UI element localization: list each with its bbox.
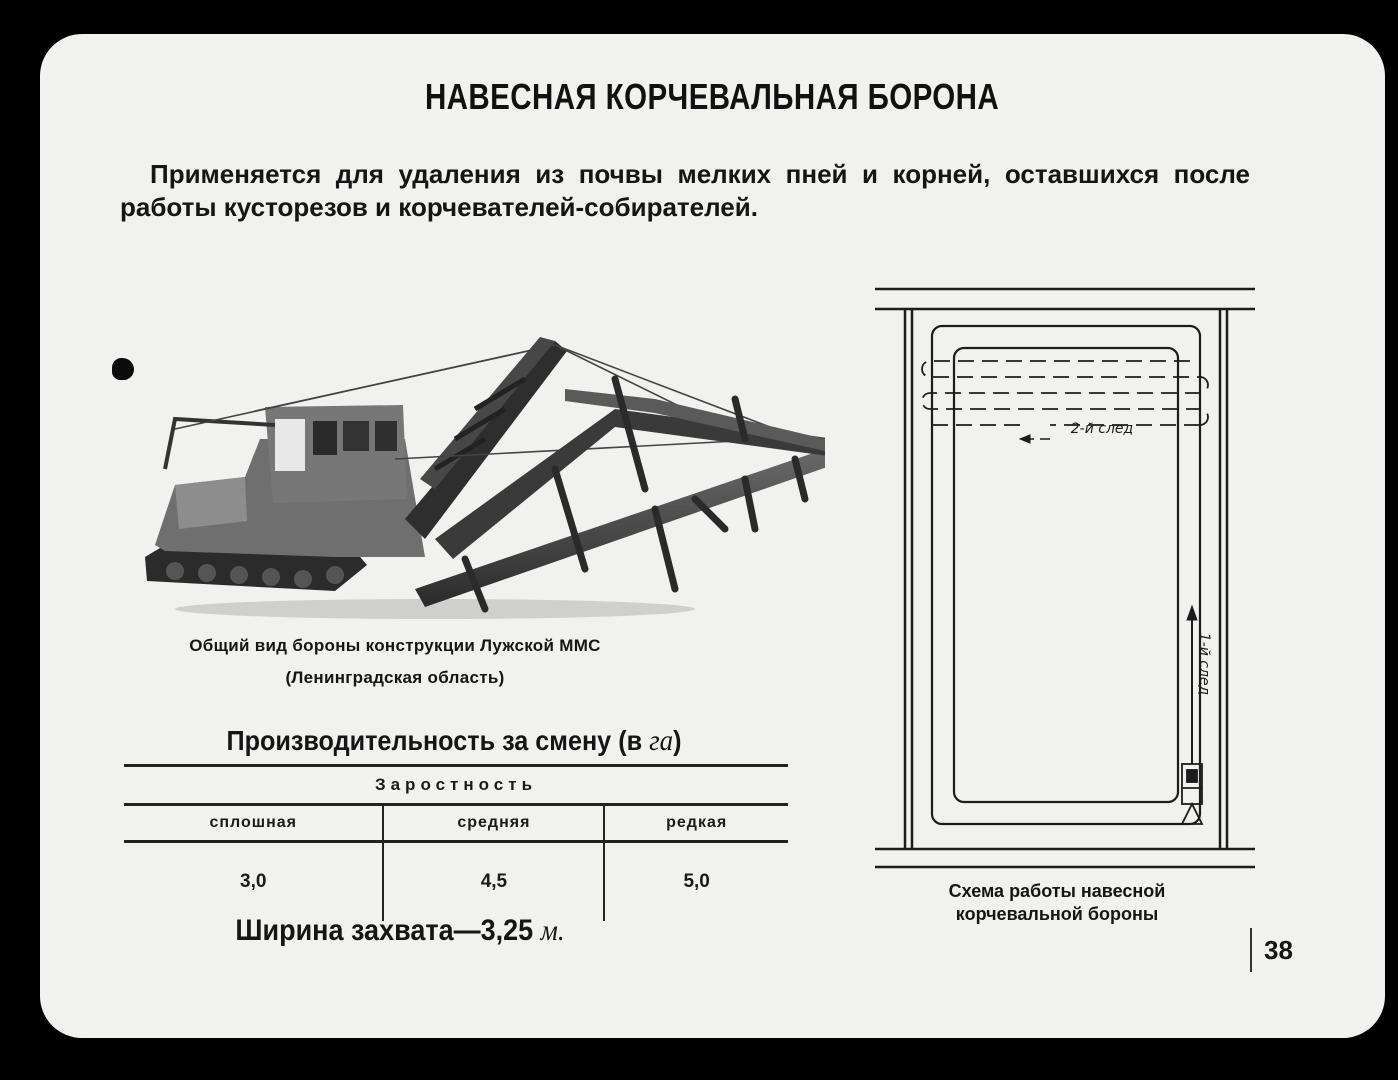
intro-line-2: работы кусторезов и корчевателей-собирателей. (120, 192, 758, 222)
performance-title (157, 724, 751, 758)
column-header-medium: средняя (383, 805, 604, 842)
performance-title-close: ) (673, 725, 682, 756)
table-row (124, 842, 788, 922)
harrow-illustration (135, 289, 825, 619)
scheme-caption-line-2: корчевальной бороны (955, 904, 1159, 924)
column-header-sparse: редкая (604, 805, 788, 842)
table-column-header-row (124, 805, 788, 842)
capture-width (184, 914, 616, 948)
capture-width-unit: м. (540, 914, 565, 947)
value-sparse: 5,0 (604, 842, 788, 922)
group-header-overgrowth: Заростность (124, 766, 788, 805)
scheme-caption (922, 880, 1192, 926)
operation-scheme (870, 284, 1260, 884)
machine-caption-line-2: (Ленинградская область) (285, 668, 505, 687)
performance-table (124, 764, 788, 921)
performance-title-text: Производительность за смену (в (226, 725, 643, 756)
track-2-label: 2-й след (1070, 421, 1134, 437)
intro-text (120, 158, 1250, 224)
capture-width-label: Ширина захвата—3,25 (235, 914, 534, 947)
intro-line-1: Применяется для удаления из почвы мелких пней и корней, оставшихся после (150, 159, 1250, 189)
value-medium: 4,5 (383, 842, 604, 922)
filmstrip-slide (40, 34, 1385, 1038)
page-number: 38 (1250, 928, 1310, 972)
machine-caption (135, 630, 655, 694)
column-header-dense: сплошная (124, 805, 383, 842)
scheme-caption-line-1: Схема работы навесной (948, 881, 1166, 901)
film-blot (112, 358, 134, 380)
performance-unit: га (649, 724, 674, 757)
value-dense: 3,0 (240, 871, 267, 892)
machine-caption-line-1: Общий вид бороны конструкции Лужской ММС (189, 636, 601, 655)
track-1-label: 1-й след (1196, 632, 1212, 696)
slide-title: НАВЕСНАЯ КОРЧЕВАЛЬНАЯ БОРОНА (424, 76, 1000, 117)
table-group-header-row (124, 766, 788, 805)
